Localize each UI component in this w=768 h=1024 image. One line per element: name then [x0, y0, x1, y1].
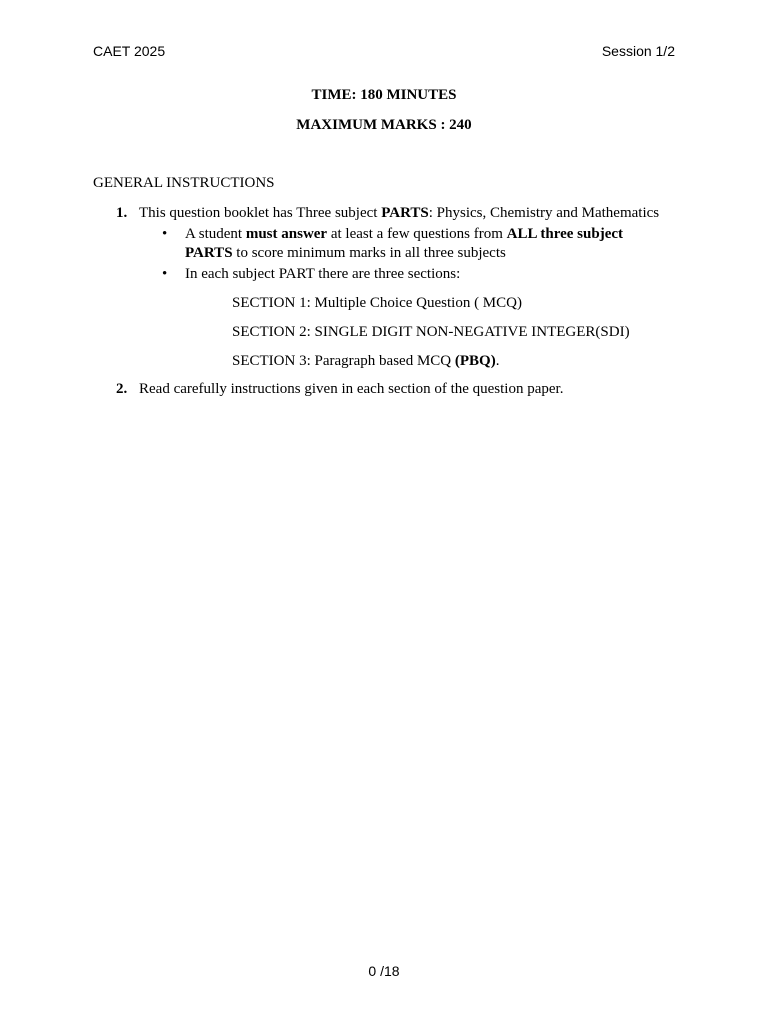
parts-emphasis: PARTS — [381, 205, 429, 221]
instruction-number: 1. — [116, 205, 128, 221]
bullet-icon: • — [162, 225, 168, 242]
instruction-item-1 — [93, 204, 673, 371]
max-marks-title: MAXIMUM MARKS : 240 — [296, 117, 472, 133]
bullet-list — [139, 225, 673, 285]
section-2-line: SECTION 2: SINGLE DIGIT NON-NEGATIVE INTEGER(SDI) — [232, 323, 630, 340]
instruction-text: Read carefully instructions given in each section of the question paper. — [139, 381, 564, 397]
bullet-item-2: • In each subject PART there are three sections: — [139, 265, 673, 285]
bullet-icon: • — [162, 265, 168, 282]
section-list — [139, 294, 673, 372]
instruction-item-2 — [93, 380, 673, 400]
page-indicator — [0, 963, 768, 979]
section-3-line: SECTION 3: Paragraph based MCQ (PBQ). — [232, 352, 500, 369]
instruction-number: 2. — [116, 381, 128, 397]
general-instructions-heading: GENERAL INSTRUCTIONS — [93, 175, 275, 191]
section-1-line: SECTION 1: Multiple Choice Question ( MCQ) — [232, 294, 522, 311]
current-page: 0 — [368, 963, 377, 979]
header-session: Session 1/2 — [601, 43, 675, 59]
exam-time-title: TIME: 180 MINUTES — [311, 87, 457, 103]
total-pages: /18 — [376, 963, 400, 979]
instruction-text: This question booklet has Three subject PARTS: Physics, Chemistry and Mathematics — [139, 205, 660, 221]
bullet-item-1: • A student must answer at least a few questions from ALL three subject PARTS to score minimum marks in all three subjects — [162, 225, 624, 261]
instructions-list — [93, 204, 673, 400]
header-exam-name: CAET 2025 — [93, 43, 166, 59]
